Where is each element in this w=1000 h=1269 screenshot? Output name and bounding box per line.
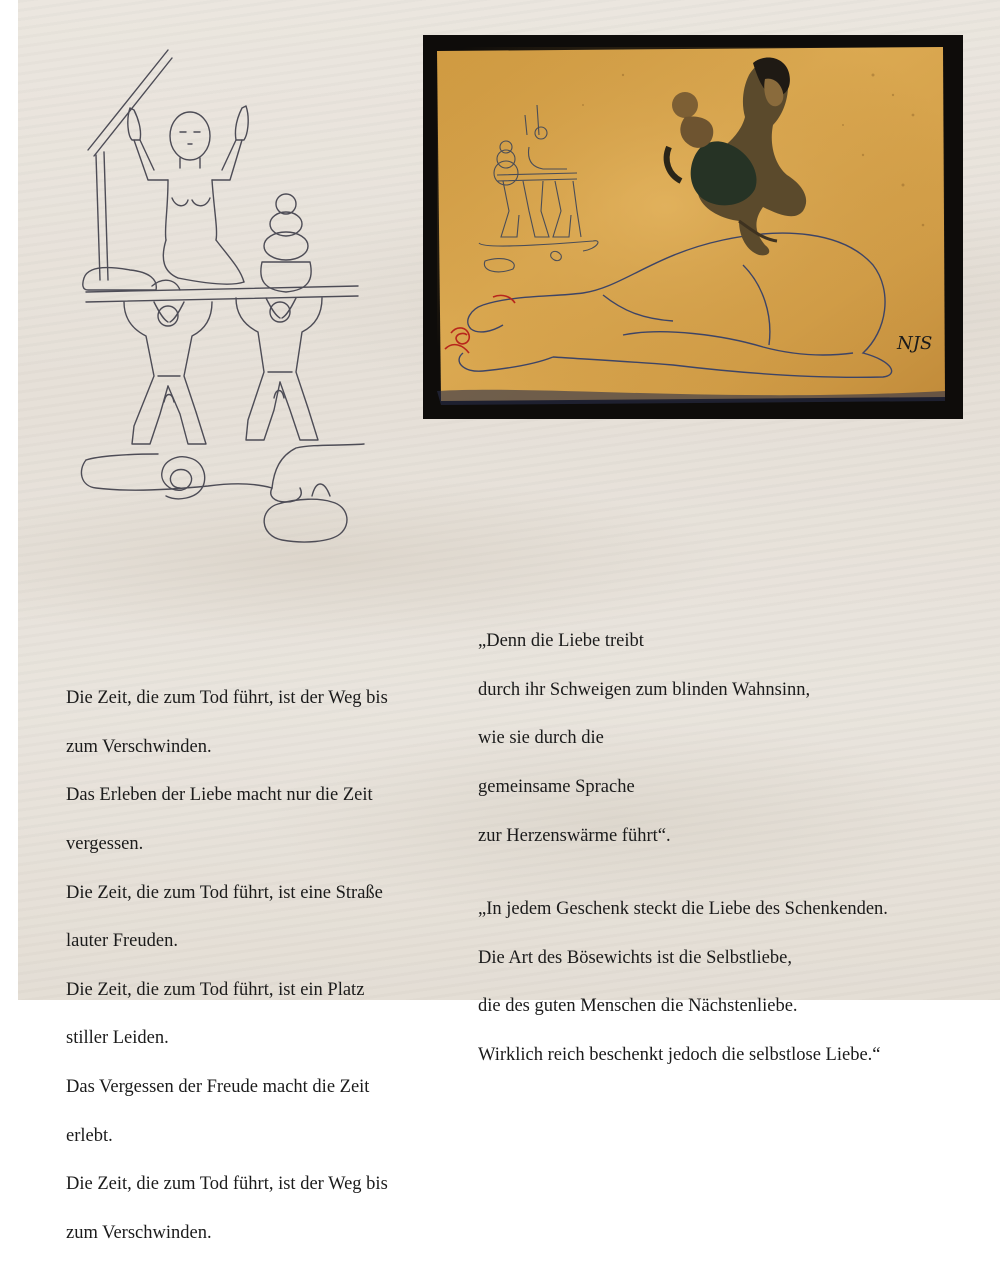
- pencil-sketch-illustration: [68, 40, 378, 560]
- poem-line: Die Zeit, die zum Tod führt, ist der Weg bis: [66, 1174, 388, 1195]
- quote-line: wie sie durch die: [478, 728, 604, 749]
- quote-love-silence: [478, 605, 898, 872]
- poem-line: vergessen.: [66, 834, 144, 855]
- quote-line: „Denn die Liebe treibt: [478, 631, 644, 652]
- poem-line: Die Zeit, die zum Tod führt, ist der Weg bis: [66, 688, 388, 709]
- poem-line: Das Vergessen der Freude macht die Zeit: [66, 1077, 370, 1098]
- quote-line: durch ihr Schweigen zum blinden Wahnsinn,: [478, 679, 811, 700]
- poem-line: Die Zeit, die zum Tod führt, ist eine Straße: [66, 882, 383, 903]
- quote-line: Die Art des Bösewichts ist die Selbstliebe,: [478, 947, 792, 968]
- quote-line: gemeinsame Sprache: [478, 777, 635, 798]
- left-poem: [66, 662, 426, 1269]
- poem-line: zum Verschwinden.: [66, 1222, 212, 1243]
- quote-line: „In jedem Geschenk steckt die Liebe des Schenkenden.: [478, 899, 888, 920]
- poem-line: stiller Leiden.: [66, 1028, 169, 1049]
- poem-line: erlebt.: [66, 1125, 113, 1146]
- page-background: [18, 0, 1000, 1243]
- poem-line: Das Erleben der Liebe macht nur die Zeit: [66, 785, 373, 806]
- poem-line: lauter Freuden.: [66, 931, 178, 952]
- quote-gift-love: [478, 873, 948, 1092]
- quote-line: die des guten Menschen die Nächstenliebe.: [478, 996, 798, 1017]
- quote-line: Wirklich reich beschenkt jedoch die selbstlose Liebe.“: [478, 1045, 881, 1066]
- poem-line: Die Zeit, die zum Tod führt, ist ein Platz: [66, 979, 365, 1000]
- poem-line: zum Verschwinden.: [66, 736, 212, 757]
- painting-signature: NJS: [897, 333, 933, 354]
- painting-image: [423, 35, 963, 419]
- quote-line: zur Herzenswärme führt“.: [478, 825, 671, 846]
